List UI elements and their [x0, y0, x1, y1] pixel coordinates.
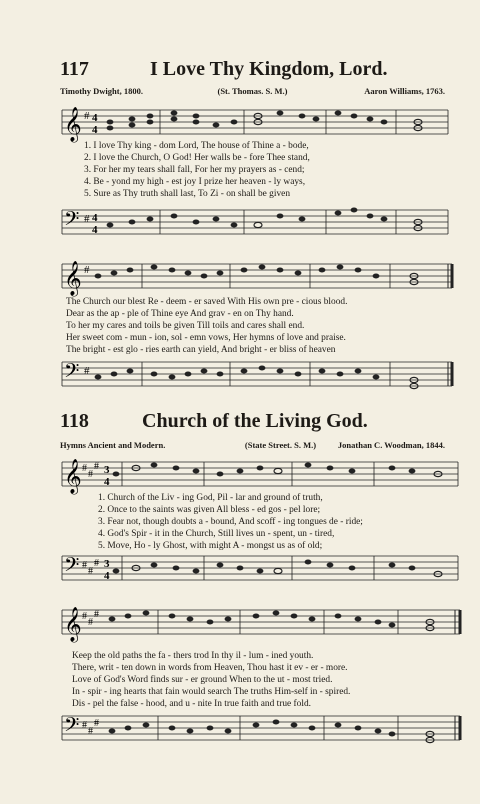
verse-line: Dear as the ap - ple of Thine eye And grav - en on Thy hand.	[66, 309, 294, 319]
tune-name: (State Street. S. M.)	[244, 440, 317, 450]
svg-text:4: 4	[104, 476, 110, 488]
verse-line: 4. God's Spir - it in the Church, Still lives un - spent, un - tired,	[98, 529, 335, 539]
hymn-118-bass-staff-1	[62, 546, 462, 588]
verse-line: The bright - est glo - ries earth can yield, And bright - er bliss of heaven	[66, 345, 336, 355]
svg-text:4: 4	[104, 570, 110, 582]
verse-line: There, writ - ten down in words from Heaven, Thou hast it ev - er - more.	[72, 663, 348, 673]
svg-text:#: #	[94, 461, 99, 472]
verse-line: Her sweet com - mun - ion, sol - emn vows, Her hymns of love and praise.	[66, 333, 346, 343]
hymn-117-heading	[60, 58, 445, 82]
svg-text:#: #	[82, 463, 87, 474]
hymn-117-treble-staff-1	[62, 100, 462, 142]
verse-line: 2. Once to the saints was given All bless - ed gos - pel lore;	[98, 505, 321, 515]
hymn-118-treble-staff-2	[62, 600, 462, 642]
svg-text:#: #	[94, 718, 99, 729]
treble-clef-icon: 𝄞	[64, 262, 82, 295]
treble-clef-icon: 𝄞	[64, 108, 82, 141]
svg-text:4: 4	[92, 124, 98, 136]
bass-clef-icon: 𝄢	[64, 209, 80, 235]
verse-line: The Church our blest Re - deem - er saved With His own pre - cious blood.	[66, 297, 348, 307]
svg-text:#: #	[88, 469, 93, 480]
hymn-117-verses-part-1	[84, 140, 452, 200]
hymn-number: 118	[60, 410, 89, 432]
hymn-title: Church of the Living God.	[142, 410, 368, 432]
svg-text:#: #	[84, 110, 90, 122]
verse-line: 3. Fear not, though doubts a - bound, And scoff - ing tongues de - ride;	[98, 517, 363, 527]
verse-line: 5. Move, Ho - ly Ghost, with might A - mongst us as of old;	[98, 541, 323, 551]
verse-line: In - spir - ing hearts that fain would search The truths Him-self in - spired.	[72, 687, 351, 697]
composer: Jonathan C. Woodman, 1844.	[337, 440, 445, 450]
hymn-117-verses-part-2	[66, 296, 434, 356]
verse-line: Love of God's Word finds sur - er ground When to the ut - most tried.	[72, 675, 333, 685]
treble-clef-icon: 𝄞	[64, 460, 82, 493]
svg-text:4: 4	[92, 212, 98, 224]
bass-clef-icon: 𝄢	[64, 361, 80, 387]
bass-clef-icon: 𝄢	[64, 555, 80, 581]
svg-text:4: 4	[92, 224, 98, 236]
tune-name: (St. Thomas. S. M.)	[217, 86, 288, 96]
hymn-117-treble-staff-2	[62, 254, 462, 296]
composer: Aaron Williams, 1763.	[364, 86, 445, 96]
verse-line: 1. I love Thy king - dom Lord, The house of Thine a - bode,	[84, 141, 309, 151]
svg-text:#: #	[94, 558, 99, 569]
verse-line: Dis - pel the false - hood, and u - nite In true faith and true fold.	[72, 699, 311, 709]
svg-text:#: #	[84, 213, 90, 225]
hymn-117-bass-staff-1	[62, 200, 462, 242]
verse-line: 4. Be - yond my high - est joy I prize her heaven - ly ways,	[84, 177, 306, 187]
hymn-118-heading	[60, 410, 445, 434]
hymn-title: I Love Thy Kingdom, Lord.	[150, 58, 388, 80]
verse-line: 1. Church of the Liv - ing God, Pil - lar and ground of truth,	[98, 493, 323, 503]
verse-line: 3. For her my tears shall fall, For her my prayers as - cend;	[84, 165, 305, 175]
hymn-118-treble-staff-1	[62, 452, 462, 494]
author: Hymns Ancient and Modern.	[60, 440, 166, 450]
hymn-118-verses-part-1	[98, 492, 466, 552]
svg-text:3: 3	[104, 558, 110, 570]
treble-clef-icon: 𝄞	[64, 608, 82, 641]
svg-text:#: #	[88, 617, 93, 628]
svg-text:3: 3	[104, 464, 110, 476]
hymn-number: 117	[60, 58, 89, 80]
svg-text:#: #	[94, 609, 99, 620]
svg-text:#: #	[82, 611, 87, 622]
svg-text:#: #	[82, 560, 87, 571]
verse-line: 2. I love the Church, O God! Her walls be - fore Thee stand,	[84, 153, 310, 163]
hymn-118-verses-part-2	[72, 650, 440, 710]
bass-clef-icon: 𝄢	[64, 715, 80, 741]
svg-text:4: 4	[92, 112, 98, 124]
svg-text:#: #	[84, 365, 90, 377]
verse-line: To her my cares and toils be given Till toils and cares shall end.	[66, 321, 305, 331]
svg-text:#: #	[82, 720, 87, 731]
svg-text:#: #	[88, 566, 93, 577]
verse-line: Keep the old paths the fa - thers trod In thy il - lum - ined youth.	[72, 651, 314, 661]
svg-text:#: #	[84, 264, 90, 276]
hymn-118-bass-staff-2	[62, 706, 462, 748]
hymn-117-bass-staff-2	[62, 352, 462, 394]
verse-line: 5. Sure as Thy truth shall last, To Zi - on shall be given	[84, 189, 291, 199]
author: Timothy Dwight, 1800.	[60, 86, 143, 96]
svg-text:#: #	[88, 726, 93, 737]
